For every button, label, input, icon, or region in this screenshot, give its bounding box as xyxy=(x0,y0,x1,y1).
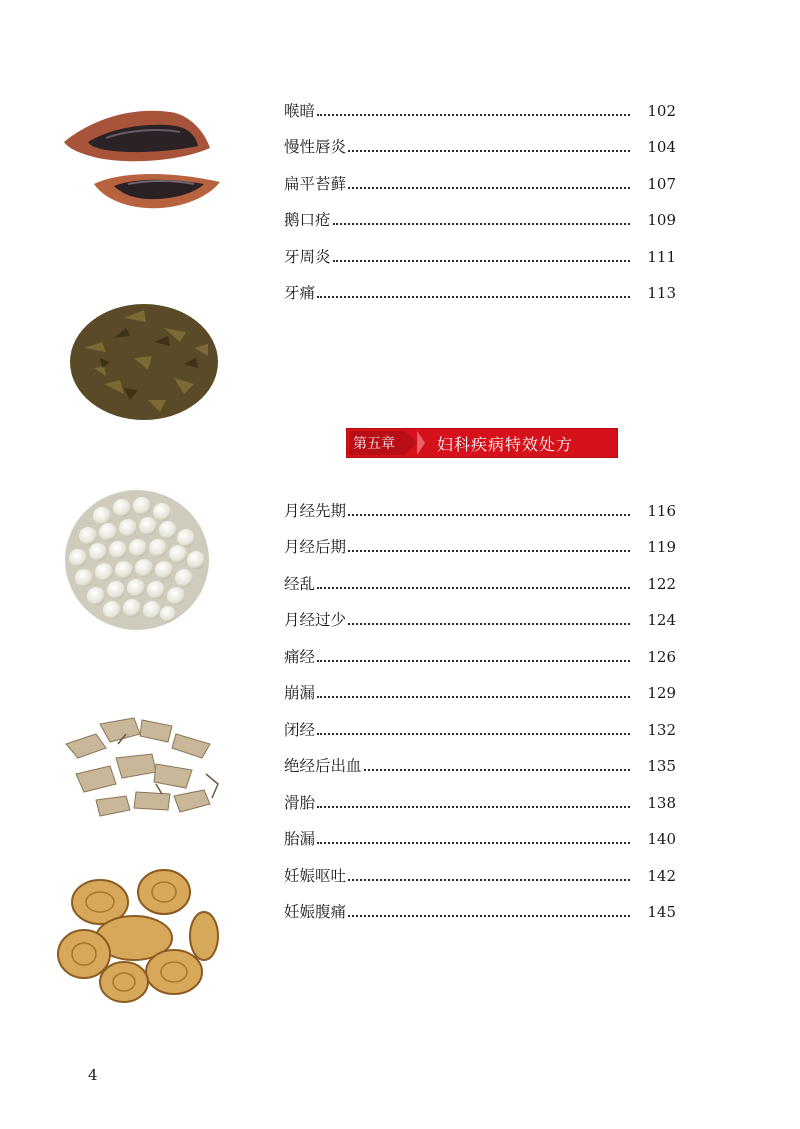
toc-entry-title: 慢性唇炎 xyxy=(284,138,347,156)
toc-entry-page: 119 xyxy=(647,538,676,557)
toc-entry[interactable] xyxy=(284,676,676,713)
toc-entry-title: 胎漏 xyxy=(284,830,316,848)
toc-entry-title: 月经先期 xyxy=(284,501,347,520)
toc-entry-title: 月经后期 xyxy=(284,538,347,556)
toc-entry-page: 142 xyxy=(647,866,676,885)
toc-entry-title: 妊娠腹痛 xyxy=(284,903,347,921)
toc-entry-page: 145 xyxy=(647,903,676,922)
toc-entry-title: 痛经 xyxy=(284,647,316,666)
toc-leader-dots xyxy=(348,149,630,152)
page-number: 4 xyxy=(88,1066,98,1084)
white-beans-illustration xyxy=(62,486,212,634)
toc-leader-dots xyxy=(348,622,630,625)
seed-pod-illustration xyxy=(58,100,228,220)
toc-entry-page: 129 xyxy=(647,684,676,703)
toc-leader-dots xyxy=(317,695,630,698)
toc-entry[interactable] xyxy=(284,566,676,603)
toc-entry-page: 113 xyxy=(647,284,676,303)
toc-leader-dots xyxy=(364,768,630,771)
toc-entry-page: 102 xyxy=(647,101,676,120)
toc-entry-page: 116 xyxy=(647,501,676,520)
toc-leader-dots xyxy=(333,222,630,225)
toc-entry-page: 138 xyxy=(647,793,676,812)
toc-entry[interactable] xyxy=(284,712,676,749)
toc-entry[interactable] xyxy=(284,93,676,130)
toc-entry-title: 闭经 xyxy=(284,720,316,739)
toc-leader-dots xyxy=(348,878,630,881)
toc-entry[interactable] xyxy=(284,530,676,567)
chapter-number: 第五章 xyxy=(353,436,395,452)
toc-entry-page: 124 xyxy=(647,611,676,630)
toc-entry-title: 滑胎 xyxy=(284,793,316,812)
toc-leader-dots xyxy=(317,586,630,589)
toc-entry[interactable] xyxy=(284,239,676,276)
toc-entry[interactable] xyxy=(284,166,676,203)
toc-entry[interactable] xyxy=(284,130,676,167)
sliced-root-illustration xyxy=(54,862,220,1008)
toc-entry[interactable] xyxy=(284,639,676,676)
toc-entry[interactable] xyxy=(284,895,676,932)
toc-leader-dots xyxy=(317,732,630,735)
toc-entry-page: 135 xyxy=(647,757,676,776)
chapter-banner[interactable] xyxy=(346,428,618,458)
toc-entry-page: 109 xyxy=(647,211,676,230)
toc-entry-title: 喉暗 xyxy=(284,101,316,120)
toc-entry[interactable] xyxy=(284,603,676,640)
toc-leader-dots xyxy=(348,549,630,552)
toc-leader-dots xyxy=(317,113,630,116)
toc-leader-dots xyxy=(317,295,630,298)
toc-entry[interactable] xyxy=(284,203,676,240)
toc-entry-title: 牙痛 xyxy=(284,284,316,302)
toc-entry-title: 鹅口疮 xyxy=(284,211,331,229)
toc-entry-title: 妊娠呕吐 xyxy=(284,866,347,885)
toc-entry-page: 140 xyxy=(647,830,676,849)
toc-leader-dots xyxy=(317,841,630,844)
toc-leader-dots xyxy=(317,805,630,808)
dried-root-pieces-illustration xyxy=(56,704,226,824)
dried-leaves-illustration xyxy=(64,288,224,426)
toc-entry-title: 月经过少 xyxy=(284,611,347,629)
chapter-title: 妇科疾病特效处方 xyxy=(437,434,574,454)
toc-entry[interactable] xyxy=(284,858,676,895)
chapter-number-tag xyxy=(349,431,405,455)
toc-entry-page: 122 xyxy=(647,574,676,593)
toc-entry[interactable] xyxy=(284,749,676,786)
toc-entry[interactable] xyxy=(284,822,676,859)
toc-entry-page: 111 xyxy=(647,247,676,266)
toc-entry-title: 经乱 xyxy=(284,574,316,593)
toc-entry-page: 104 xyxy=(647,138,676,157)
toc-entry[interactable] xyxy=(284,276,676,313)
toc-entry-title: 绝经后出血 xyxy=(284,757,362,775)
toc-leader-dots xyxy=(348,513,630,516)
toc-entry-title: 崩漏 xyxy=(284,684,316,702)
toc-entry-title: 牙周炎 xyxy=(284,247,331,266)
toc-section-2 xyxy=(284,493,676,931)
toc-entry-title: 扁平苔藓 xyxy=(284,174,347,193)
toc-entry[interactable] xyxy=(284,493,676,530)
toc-leader-dots xyxy=(348,914,630,917)
toc-leader-dots xyxy=(333,259,630,262)
toc-entry-page: 107 xyxy=(647,174,676,193)
toc-leader-dots xyxy=(348,186,630,189)
toc-entry[interactable] xyxy=(284,785,676,822)
toc-entry-page: 132 xyxy=(647,720,676,739)
toc-entry-page: 126 xyxy=(647,647,676,666)
chevron-arrow-icon xyxy=(417,431,425,455)
toc-section-1 xyxy=(284,93,676,312)
toc-leader-dots xyxy=(317,659,630,662)
